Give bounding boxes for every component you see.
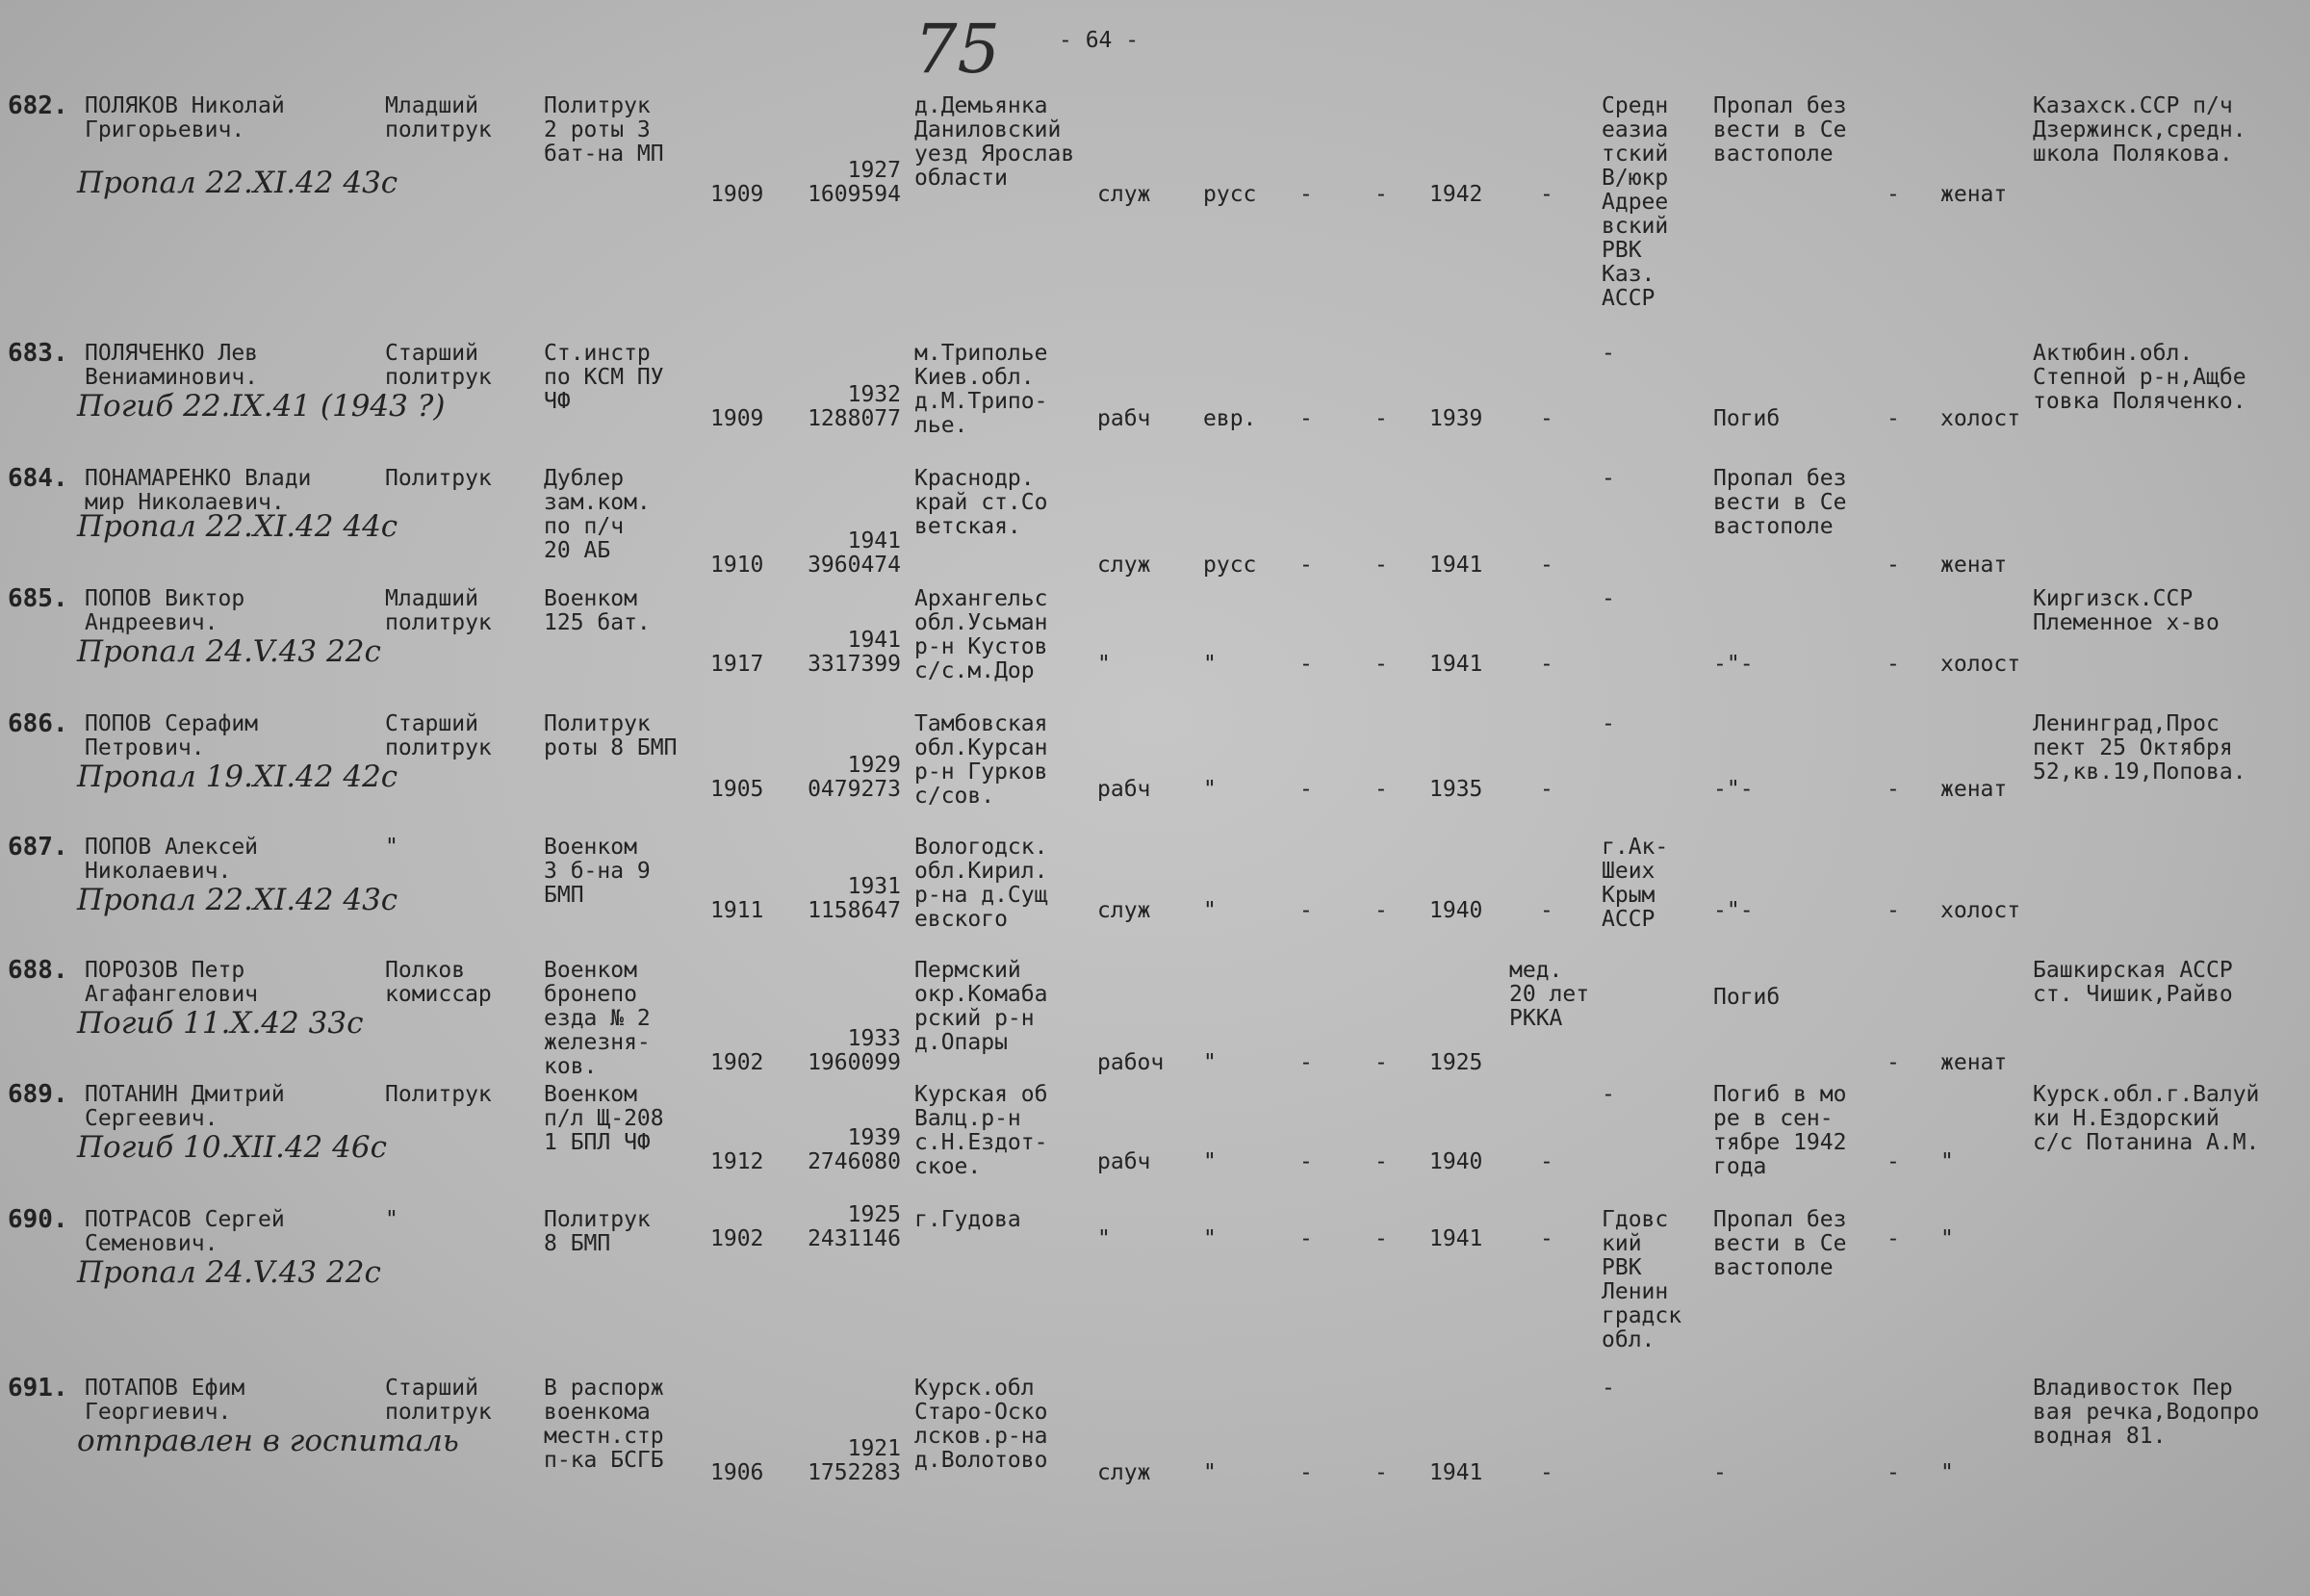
nationality: ": [1203, 1149, 1217, 1174]
enlistment-office: -: [1602, 341, 1615, 366]
call-up-year: 1941: [1429, 652, 1483, 677]
record-number: 691.: [8, 1374, 68, 1403]
position-held: Ст.инстр по КСМ ПУ ЧФ: [544, 341, 664, 414]
empty-mark: -: [1299, 406, 1313, 431]
page-number: - 64 -: [1059, 28, 1140, 53]
birth-year: 1906: [710, 1460, 764, 1485]
military-rank: Полков комиссар: [385, 958, 492, 1007]
record-number: 689.: [8, 1080, 68, 1109]
position-held: Политрук роты 8 БМП: [544, 711, 678, 760]
empty-mark: -: [1886, 406, 1900, 431]
empty-mark: -: [1299, 898, 1313, 923]
empty-mark: -: [1540, 553, 1553, 578]
full-name: ПОТАНИН Дмитрий Сергеевич.: [85, 1082, 285, 1131]
position-held: В распорж военкома местн.стр п-ка БСГБ: [544, 1376, 664, 1473]
record-number: 684.: [8, 464, 68, 493]
full-name: ПОПОВ Серафим Петрович.: [85, 711, 259, 760]
empty-mark: -: [1886, 1226, 1900, 1251]
fate: Пропал без вести в Се вастополе: [1713, 1207, 1847, 1280]
call-up-year: 1940: [1429, 1149, 1483, 1174]
record-number: 690.: [8, 1205, 68, 1234]
military-rank: Старший политрук: [385, 711, 492, 760]
birthplace: м.Триполье Киев.обл. д.М.Трипо- лье.: [914, 341, 1048, 438]
enlistment-office: г.Ак- Шеих Крым АССР: [1602, 835, 1669, 932]
fate: Пропал без вести в Се вастополе: [1713, 93, 1847, 167]
full-name: ПОЛЯЧЕНКО Лев Вениаминович.: [85, 341, 259, 390]
empty-mark: -: [1299, 1149, 1313, 1174]
family-address: Башкирская АССР ст. Чишик,Райво: [2033, 958, 2233, 1007]
handwritten-fate-note: Погиб 10.XII.42 46с: [77, 1130, 387, 1165]
nationality: ": [1203, 652, 1217, 677]
record-number: 687.: [8, 833, 68, 862]
handwritten-fate-note: Пропал 22.XI.42 44с: [77, 509, 398, 544]
social-status: служ: [1097, 1460, 1151, 1485]
enlistment-office: -: [1602, 1082, 1615, 1107]
empty-mark: -: [1374, 406, 1388, 431]
empty-mark: -: [1886, 553, 1900, 578]
enlistment-office: Гдовс кий РВК Ленин градск обл.: [1602, 1207, 1682, 1352]
empty-mark: -: [1374, 1050, 1388, 1075]
birthplace: Архангельс обл.Усьман р-н Кустов с/с.м.Дор: [914, 586, 1048, 683]
birth-year: 1912: [710, 1149, 764, 1174]
full-name: ПОЛЯКОВ Николай Григорьевич.: [85, 93, 285, 142]
party-card: 1925 2431146: [808, 1202, 901, 1251]
position-held: Политрук 8 БМП: [544, 1207, 651, 1256]
position-held: Дублер зам.ком. по п/ч 20 АБ: [544, 466, 651, 563]
nationality: русс: [1203, 553, 1257, 578]
record-number: 688.: [8, 956, 68, 985]
marital-status: холост: [1940, 898, 2021, 923]
marital-status: холост: [1940, 406, 2021, 431]
call-up-year: 1940: [1429, 898, 1483, 923]
birthplace: г.Гудова: [914, 1207, 1021, 1232]
handwritten-fate-note: Погиб 22.IX.41 (1943 ?): [77, 389, 446, 424]
full-name: ПОПОВ Виктор Андреевич.: [85, 586, 245, 635]
military-rank: Старший политрук: [385, 1376, 492, 1425]
service-note: мед. 20 лет РККА: [1509, 958, 1590, 1031]
handwritten-fate-note: отправлен в госпиталь: [77, 1424, 459, 1458]
family-address: Киргизск.ССР Племенное х-во: [2033, 586, 2220, 635]
fate: Погиб в мо ре в сен- тябре 1942 года: [1713, 1082, 1847, 1179]
military-rank: ": [385, 1207, 398, 1232]
enlistment-office: Средн еазиа тский В/юкр Адрее вский РВК Каз. АССР: [1602, 93, 1669, 311]
family-address: Актюбин.обл. Степной р-н,Ащбе товка Поляченко.: [2033, 341, 2246, 414]
handwritten-fate-note: Пропал 22.XI.42 43с: [77, 166, 398, 200]
enlistment-office: -: [1602, 466, 1615, 491]
full-name: ПОРОЗОВ Петр Агафангелович: [85, 958, 259, 1007]
fate: -"-: [1713, 898, 1754, 923]
empty-mark: -: [1886, 652, 1900, 677]
marital-status: женат: [1940, 777, 2008, 802]
empty-mark: -: [1886, 1460, 1900, 1485]
empty-mark: -: [1374, 553, 1388, 578]
birth-year: 1917: [710, 652, 764, 677]
nationality: ": [1203, 1050, 1217, 1075]
call-up-year: 1942: [1429, 182, 1483, 207]
social-status: служ: [1097, 182, 1151, 207]
call-up-year: 1941: [1429, 1460, 1483, 1485]
party-card: 1931 1158647: [808, 874, 901, 923]
empty-mark: -: [1886, 182, 1900, 207]
marital-status: ": [1940, 1460, 1954, 1485]
marital-status: ": [1940, 1149, 1954, 1174]
empty-mark: -: [1540, 182, 1553, 207]
birth-year: 1909: [710, 406, 764, 431]
empty-mark: -: [1540, 652, 1553, 677]
marital-status: женат: [1940, 1050, 2008, 1075]
birth-year: 1902: [710, 1226, 764, 1251]
enlistment-office: -: [1602, 711, 1615, 736]
empty-mark: -: [1299, 1226, 1313, 1251]
party-card: 1941 3317399: [808, 628, 901, 677]
fate: Погиб: [1713, 985, 1781, 1010]
party-card: 1927 1609594: [808, 158, 901, 207]
empty-mark: -: [1374, 652, 1388, 677]
nationality: ": [1203, 1460, 1217, 1485]
birthplace: Курская об Валц.р-н с.Н.Ездот- ское.: [914, 1082, 1048, 1179]
fate: Пропал без вести в Се вастополе: [1713, 466, 1847, 539]
enlistment-office: -: [1602, 1376, 1615, 1401]
fate: -"-: [1713, 777, 1754, 802]
party-card: 1933 1960099: [808, 1026, 901, 1075]
handwritten-fate-note: Погиб 11.X.42 33с: [77, 1006, 364, 1041]
empty-mark: -: [1374, 182, 1388, 207]
social-status: служ: [1097, 898, 1151, 923]
empty-mark: -: [1886, 1050, 1900, 1075]
empty-mark: -: [1540, 406, 1553, 431]
social-status: рабч: [1097, 777, 1151, 802]
birthplace: Пермский окр.Комаба рский р-н д.Опары: [914, 958, 1048, 1055]
family-address: Ленинград,Прос пект 25 Октября 52,кв.19,Попова.: [2033, 711, 2246, 785]
handwritten-fate-note: Пропал 24.V.43 22с: [77, 634, 381, 669]
social-status: ": [1097, 652, 1111, 677]
empty-mark: -: [1299, 553, 1313, 578]
nationality: ": [1203, 898, 1217, 923]
nationality: евр.: [1203, 406, 1257, 431]
call-up-year: 1941: [1429, 553, 1483, 578]
party-card: 1921 1752283: [808, 1436, 901, 1485]
birth-year: 1905: [710, 777, 764, 802]
empty-mark: -: [1299, 652, 1313, 677]
empty-mark: -: [1374, 1149, 1388, 1174]
position-held: Политрук 2 роты 3 бат-на МП: [544, 93, 664, 167]
empty-mark: -: [1540, 1226, 1553, 1251]
handwritten-fate-note: Пропал 19.XI.42 42с: [77, 759, 398, 794]
family-address: Казахск.ССР п/ч Дзержинск,средн. школа Полякова.: [2033, 93, 2246, 167]
empty-mark: -: [1299, 1460, 1313, 1485]
call-up-year: 1935: [1429, 777, 1483, 802]
military-rank: Политрук: [385, 466, 492, 491]
birth-year: 1910: [710, 553, 764, 578]
position-held: Военком 3 б-на 9 БМП: [544, 835, 651, 908]
family-address: Курск.обл.г.Валуй ки Н.Ездорский с/с Потанина А.М.: [2033, 1082, 2260, 1155]
military-rank: Политрук: [385, 1082, 492, 1107]
marital-status: женат: [1940, 553, 2008, 578]
empty-mark: -: [1374, 1460, 1388, 1485]
marital-status: холост: [1940, 652, 2021, 677]
marital-status: женат: [1940, 182, 2008, 207]
full-name: ПОНАМАРЕНКО Влади мир Николаевич.: [85, 466, 312, 515]
party-card: 1932 1288077: [808, 382, 901, 431]
birth-year: 1909: [710, 182, 764, 207]
empty-mark: -: [1299, 182, 1313, 207]
empty-mark: -: [1299, 777, 1313, 802]
position-held: Военком бронепо езда № 2 железня- ков.: [544, 958, 651, 1079]
birthplace: Краснодр. край ст.Со ветская.: [914, 466, 1048, 539]
empty-mark: -: [1374, 777, 1388, 802]
position-held: Военком п/л Щ-208 1 БПЛ ЧФ: [544, 1082, 664, 1155]
empty-mark: -: [1374, 1226, 1388, 1251]
full-name: ПОПОВ Алексей Николаевич.: [85, 835, 259, 884]
nationality: ": [1203, 777, 1217, 802]
social-status: ": [1097, 1226, 1111, 1251]
social-status: служ: [1097, 553, 1151, 578]
military-rank: Младший политрук: [385, 93, 492, 142]
birthplace: д.Демьянка Даниловский уезд Ярослав области: [914, 93, 1075, 191]
empty-mark: -: [1540, 1460, 1553, 1485]
party-card: 1939 2746080: [808, 1125, 901, 1174]
empty-mark: -: [1374, 898, 1388, 923]
call-up-year: 1925: [1429, 1050, 1483, 1075]
fate: -: [1713, 1460, 1727, 1485]
social-status: рабч: [1097, 406, 1151, 431]
empty-mark: -: [1299, 1050, 1313, 1075]
birthplace: Вологодск. обл.Кирил. р-на д.Сущ евского: [914, 835, 1048, 932]
empty-mark: -: [1886, 898, 1900, 923]
record-number: 686.: [8, 709, 68, 738]
marital-status: ": [1940, 1226, 1954, 1251]
nationality: ": [1203, 1226, 1217, 1251]
record-number: 683.: [8, 339, 68, 368]
military-rank: Старший политрук: [385, 341, 492, 390]
party-card: 1941 3960474: [808, 528, 901, 578]
position-held: Военком 125 бат.: [544, 586, 651, 635]
empty-mark: -: [1540, 1149, 1553, 1174]
enlistment-office: -: [1602, 586, 1615, 611]
handwritten-fate-note: Пропал 22.XI.42 43с: [77, 883, 398, 917]
empty-mark: -: [1886, 777, 1900, 802]
birth-year: 1902: [710, 1050, 764, 1075]
fate: -"-: [1713, 652, 1754, 677]
full-name: ПОТРАСОВ Сергей Семенович.: [85, 1207, 285, 1256]
empty-mark: -: [1886, 1149, 1900, 1174]
military-rank: Младший политрук: [385, 586, 492, 635]
birthplace: Тамбовская обл.Курсан р-н Гурков с/сов.: [914, 711, 1048, 809]
social-status: рабоч: [1097, 1050, 1165, 1075]
record-number: 685.: [8, 584, 68, 613]
birthplace: Курск.обл Старо-Оско лсков.р-на д.Волотово: [914, 1376, 1048, 1473]
empty-mark: -: [1540, 777, 1553, 802]
record-number: 682.: [8, 91, 68, 120]
nationality: русс: [1203, 182, 1257, 207]
full-name: ПОТАПОВ Ефим Георгиевич.: [85, 1376, 245, 1425]
family-address: Владивосток Пер вая речка,Водопро водная 81.: [2033, 1376, 2260, 1449]
fate: Погиб: [1713, 406, 1781, 431]
call-up-year: 1939: [1429, 406, 1483, 431]
archive-page-number-handwritten: 75: [914, 10, 1001, 89]
call-up-year: 1941: [1429, 1226, 1483, 1251]
social-status: рабч: [1097, 1149, 1151, 1174]
empty-mark: -: [1540, 898, 1553, 923]
military-rank: ": [385, 835, 398, 860]
party-card: 1929 0479273: [808, 753, 901, 802]
birth-year: 1911: [710, 898, 764, 923]
handwritten-fate-note: Пропал 24.V.43 22с: [77, 1255, 381, 1290]
